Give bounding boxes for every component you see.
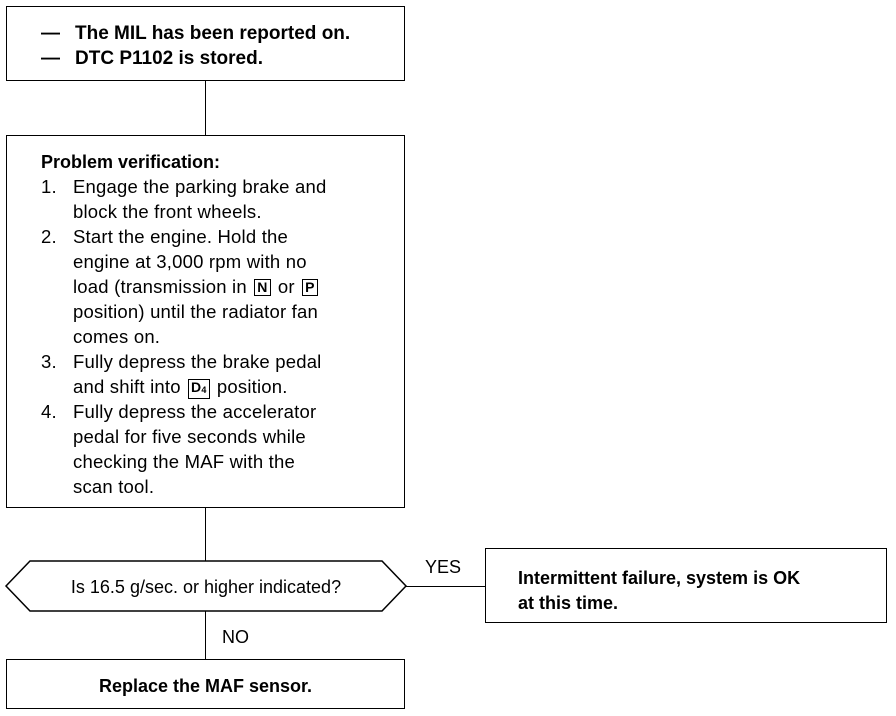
step-item: 4. Fully depress the accelerator pedal for five seconds while checking the MAF with the scan tool. [41,401,317,497]
no-label: NO [222,627,249,647]
verification-title: Problem verification: [41,152,221,172]
no-result-box: Replace the MAF sensor. [6,659,405,709]
yes-connector-line [406,586,485,587]
problem-verification-box [6,135,405,508]
status-line: — DTC P1102 is stored. [41,48,263,69]
verification-steps [41,174,386,499]
status-line: — The MIL has been reported on. [41,23,351,44]
drive-4-key-icon: $D_4$ [188,379,210,399]
step-item: 2. Start the engine. Hold the engine at 3,000 rpm with no load (transmission in N or P position) until the radiator fan comes on. [41,226,318,347]
no-connector-line [205,611,206,659]
decision-question: Is 16.5 g/sec. or higher indicated? [70,577,342,597]
yes-result-box: Intermittent failure, system is OK at this time. [485,548,887,623]
step-item: 3. Fully depress the brake pedal and shift into $D_4$ position. [41,351,322,397]
neutral-key-icon: N [254,279,270,296]
connector-line [205,81,206,135]
step-item: 1. Engage the parking brake and block the front wheels. [41,176,327,222]
park-key-icon: P [302,279,318,296]
connector-line [205,508,206,561]
yes-label: YES [425,557,462,577]
status-box [6,6,405,81]
